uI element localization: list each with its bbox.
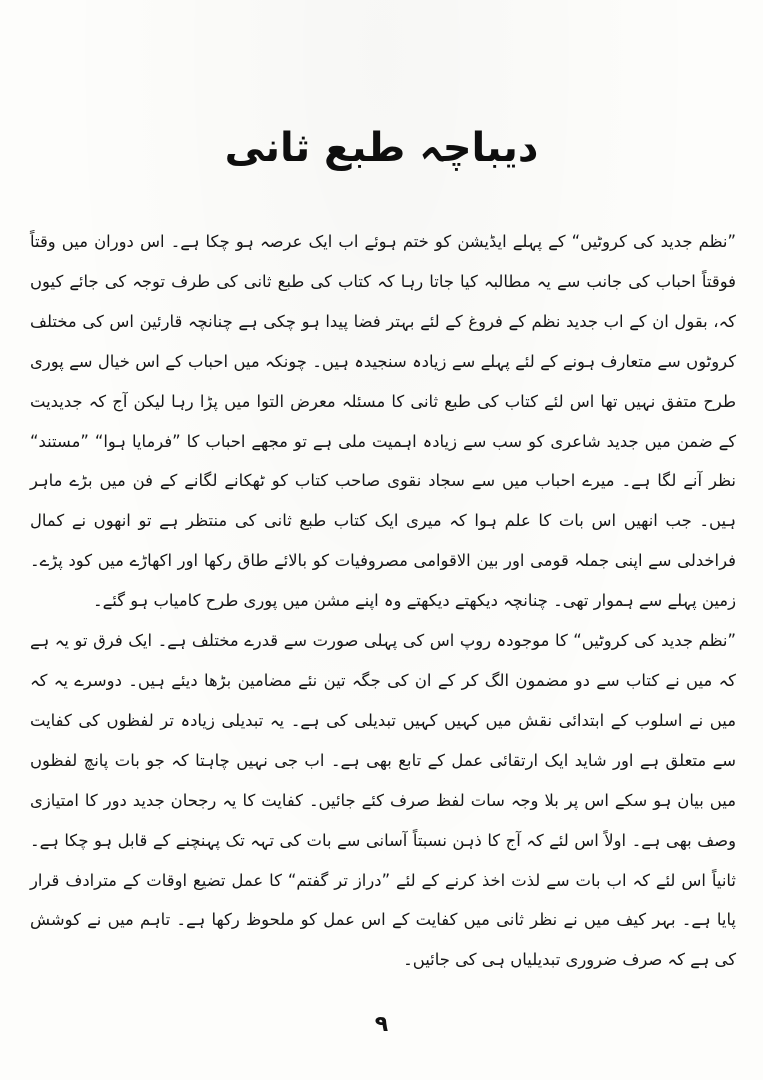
page-title: دیباچہ طبع ثانی — [224, 125, 539, 171]
body-text — [30, 222, 736, 980]
paragraph-1: ”نظم جدید کی کروٹیں“ کے پہلے ایڈیشن کو ختم ہوئے اب ایک عرصہ ہو چکا ہے۔ اس دوران میں وقتاً فوقتاً احباب کی جانب سے یہ مطالبہ کیا جاتا رہا کہ کتاب کی طبع ثانی کی طرف توجہ کی جائے کیوں کہ، بقول ان کے اب جدید نظم کے فروغ کے لئے بہتر فضا پیدا ہو چکی ہے چنانچہ قارئین اس کی مختلف کروٹوں سے متعارف ہونے کے لئے پہلے سے زیادہ سنجیدہ ہیں۔ چونکہ میں احباب کے اس خیال سے پوری طرح متفق نہیں تھا اس لئے کتاب کی طبع ثانی کا مسئلہ معرض التوا میں پڑا رہا لیکن آج کہ جدیدیت کے ضمن میں جدید شاعری کو سب سے زیادہ اہمیت ملی ہے تو مجھے احباب کا ”فرمایا ہوا“ ”مستند“ نظر آنے لگا ہے۔ میرے احباب میں سے سجاد نقوی صاحب کتاب کو ٹھکانے لگانے کے فن میں بڑے ماہر ہیں۔ جب انھیں اس بات کا علم ہوا کہ میری ایک کتاب طبع ثانی کی منتظر ہے تو انھوں نے کمال فراخدلی سے اپنی جملہ قومی اور بین الاقوامی مصروفیات کو بالائے طاق رکھا اور اکھاڑے میں کود پڑے۔ زمین پہلے سے ہموار تھی۔ چنانچہ دیکھتے دیکھتے وہ اپنے مشن میں پوری طرح کامیاب ہو گئے۔ — [30, 232, 736, 611]
paragraph-2: ”نظم جدید کی کروٹیں“ کا موجودہ روپ اس کی پہلی صورت سے قدرے مختلف ہے۔ ایک فرق تو یہ ہے کہ میں نے کتاب سے دو مضمون الگ کر کے ان کی جگہ تین نئے مضامین بڑھا دیئے ہیں۔ دوسرے یہ کہ میں نے اسلوب کے ابتدائی نقش میں کہیں کہیں تبدیلی کی ہے۔ یہ تبدیلی زیادہ تر لفظوں کی کفایت سے متعلق ہے اور شاید ایک ارتقائی عمل کے تابع بھی ہے۔ اب جی نہیں چاہتا کہ جو بات پانچ لفظوں میں بیان ہو سکے اس پر بلا وجہ سات لفظ صرف کئے جائیں۔ کفایت کا یہ رجحان جدید دور کا امتیازی وصف بھی ہے۔ اولاً اس لئے کہ آج کا ذہن نسبتاً آسانی سے بات کی تہہ تک پہنچنے کے قابل ہو چکا ہے۔ ثانیاً اس لئے کہ اب بات سے لذت اخذ کرنے کے لئے ”دراز تر گفتم“ کا عمل تضیع اوقات کے مترادف قرار پایا ہے۔ بہر کیف میں نے نظر ثانی میں کفایت کے اس عمل کو ملحوظ رکھا ہے۔ تاہم میں نے کوشش کی ہے کہ صرف ضروری تبدیلیاں ہی کی جائیں۔ — [30, 631, 736, 970]
page-number: ۹ — [374, 1012, 389, 1037]
